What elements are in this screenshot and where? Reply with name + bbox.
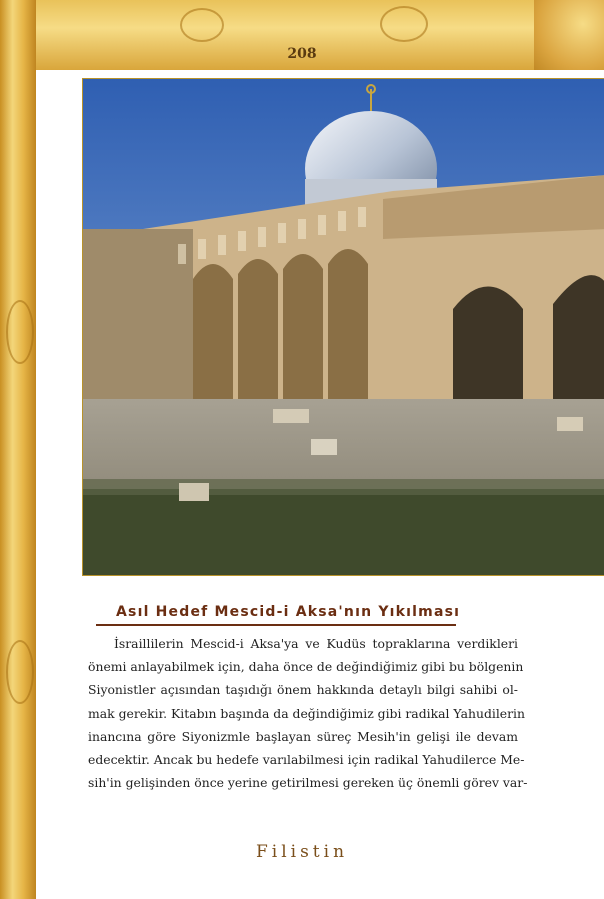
frame-ornament	[180, 8, 224, 42]
book-title-footer: Filistin	[255, 842, 349, 862]
ornamental-frame-left	[0, 0, 36, 899]
frame-ornament	[6, 300, 34, 364]
body-line: sih'in gelişinden önce yerine getirilmesi gereken üç önemli görev var-	[88, 775, 528, 791]
ornamental-corner-top-right	[534, 0, 604, 80]
section-heading: Asıl Hedef Mescid-i Aksa'nın Yıkılması	[116, 604, 461, 620]
body-paragraph	[88, 632, 528, 794]
heading-underline	[96, 624, 456, 626]
body-line: mak gerekir. Kitabın başında da değindiğimiz gibi radikal Yahudilerin	[88, 705, 526, 721]
mosque-illustration	[83, 79, 604, 576]
body-line: inancına göre Siyonizmle başlayan süreç Mesih'in gelişi ile devam	[88, 728, 518, 744]
frame-ornament	[6, 640, 34, 704]
page-number: 208	[287, 46, 317, 62]
frame-ornament	[380, 6, 428, 42]
body-line: Siyonistler açısından taşıdığı önem hakkında detaylı bilgi sahibi ol-	[88, 682, 518, 698]
body-line: önemi anlayabilmek için, daha önce de değindiğimiz gibi bu bölgenin	[88, 659, 524, 675]
mosque-photo	[82, 78, 604, 576]
body-line: edecektir. Ancak bu hedefe varılabilmesi için radikal Yahudilerce Me-	[88, 752, 525, 768]
body-line: İsraillilerin Mescid-i Aksa'ya ve Kudüs topraklarına verdikleri	[114, 636, 518, 651]
